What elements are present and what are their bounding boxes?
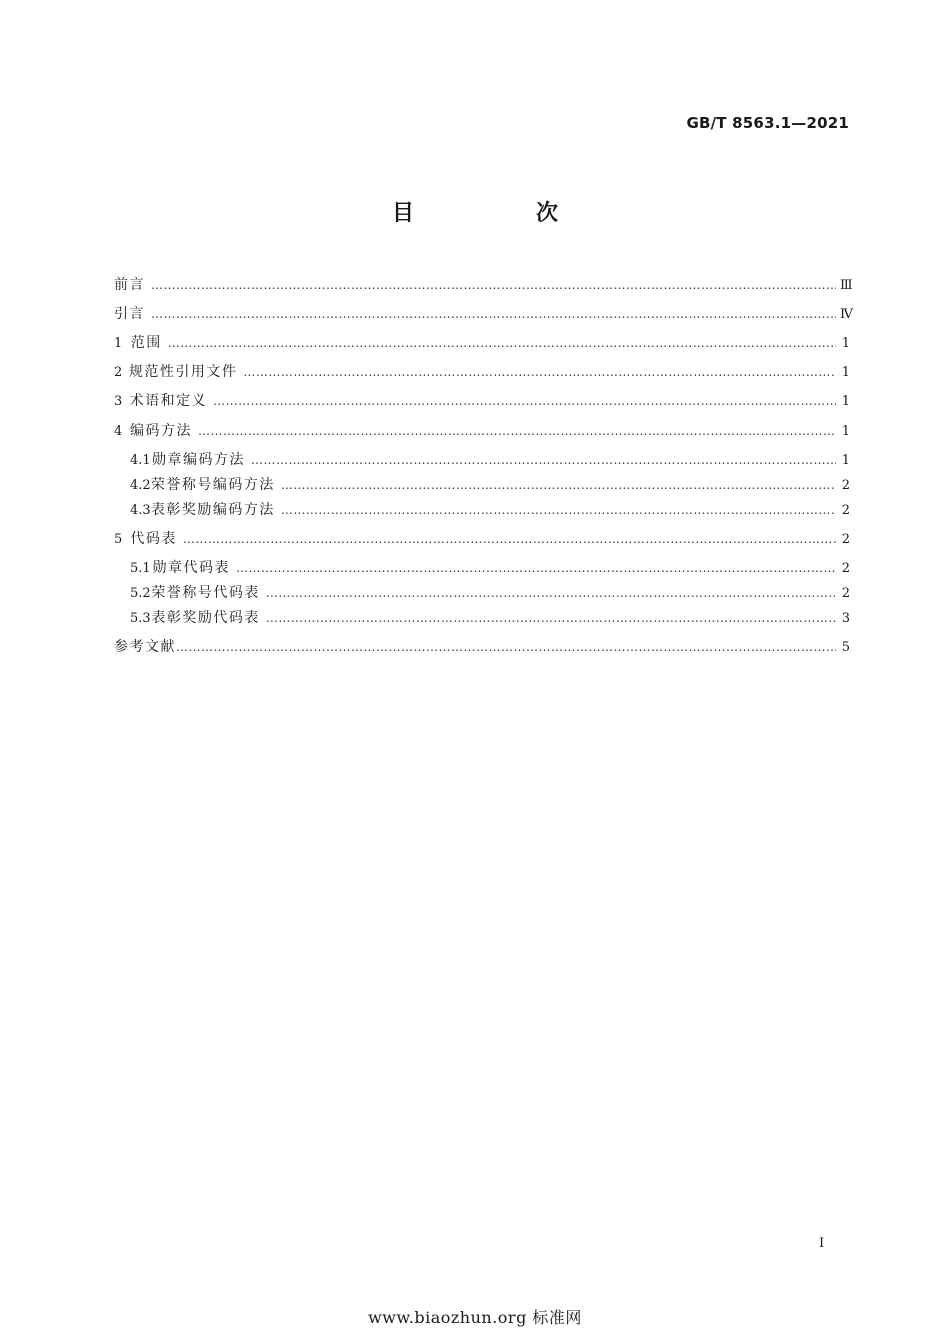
toc-leader-dots — [266, 608, 836, 628]
toc-entry-label: 引言 — [114, 306, 145, 322]
toc-entry-page: Ⅲ — [840, 278, 853, 293]
toc-entry-page: 1 — [841, 453, 850, 468]
toc-entry-label: 勋章编码方法 — [151, 452, 245, 468]
toc-entry-page: 1 — [841, 365, 850, 380]
toc-entry-label: 编码方法 — [129, 423, 192, 439]
toc-entry-page: Ⅳ — [840, 307, 853, 322]
page-number: Ⅰ — [819, 1236, 825, 1251]
toc-leader-dots — [183, 529, 836, 549]
toc-entry-page: 1 — [841, 394, 850, 409]
toc-entry-commendation-code-table[interactable] — [130, 608, 850, 629]
toc-entry-page: 3 — [841, 611, 850, 626]
toc-entry-introduction[interactable] — [114, 304, 853, 325]
toc-entry-code-tables[interactable] — [114, 529, 850, 550]
toc-leader-dots — [151, 275, 836, 295]
toc-entry-label: 表彰奖励编码方法 — [150, 502, 275, 518]
toc-leader-dots — [198, 421, 836, 441]
toc-entry-page: 2 — [841, 532, 850, 547]
toc-entry-number: 5 — [114, 532, 123, 547]
toc-entry-label: 荣誉称号编码方法 — [150, 477, 275, 493]
toc-entry-coding-method[interactable] — [114, 421, 850, 442]
toc-entry-honorary-title-code-table[interactable] — [130, 583, 850, 604]
toc-entry-page: 5 — [841, 640, 850, 655]
toc-entry-label: 范围 — [130, 335, 162, 351]
footer-watermark: www.biaozhun.org 标准网 — [368, 1308, 582, 1327]
toc-entry-number: 4.2 — [130, 478, 151, 493]
toc-entry-medal-code-table[interactable] — [130, 558, 850, 579]
toc-entry-terms-definitions[interactable] — [114, 391, 850, 412]
toc-entry-number: 3 — [114, 394, 123, 409]
toc-entry-bibliography[interactable] — [114, 637, 850, 658]
toc-leader-dots — [243, 362, 836, 382]
toc-entry-page: 1 — [841, 424, 850, 439]
toc-entry-normative-references[interactable] — [114, 362, 850, 383]
toc-entry-label: 术语和定义 — [129, 393, 208, 409]
toc-entry-page: 2 — [841, 561, 850, 576]
toc-entry-number: 2 — [114, 365, 123, 380]
standard-number: GB/T 8563.1—2021 — [686, 114, 849, 132]
toc-entry-number: 5.1 — [130, 561, 151, 576]
toc-entry-number: 4 — [114, 424, 123, 439]
toc-leader-dots — [281, 500, 836, 520]
toc-entry-label: 勋章代码表 — [152, 560, 231, 576]
toc-entry-label: 规范性引用文件 — [128, 364, 238, 380]
page-title: 目 次 — [391, 201, 608, 226]
toc-entry-label: 代码表 — [130, 531, 177, 547]
toc-entry-label: 表彰奖励代码表 — [151, 610, 260, 626]
toc-entry-number: 5.2 — [130, 586, 151, 601]
toc-leader-dots — [168, 333, 836, 353]
toc-leader-dots — [213, 391, 836, 411]
toc-entry-number: 1 — [114, 336, 123, 351]
toc-entry-page: 2 — [841, 586, 850, 601]
toc-entry-scope[interactable] — [114, 333, 850, 354]
toc-leader-dots — [176, 637, 836, 657]
toc-entry-label: 荣誉称号代码表 — [151, 585, 260, 601]
toc-leader-dots — [251, 450, 836, 470]
toc-leader-dots — [151, 304, 836, 324]
toc-entry-page: 2 — [841, 503, 850, 518]
toc-entry-label: 参考文献 — [114, 639, 176, 655]
toc-entry-number: 4.3 — [130, 503, 151, 518]
toc-leader-dots — [236, 558, 836, 578]
toc-entry-number: 5.3 — [130, 611, 151, 626]
toc-entry-label: 前言 — [114, 277, 145, 293]
toc-entry-foreword[interactable] — [114, 275, 853, 296]
toc-entry-commendation-coding[interactable] — [130, 500, 850, 521]
toc-entry-medal-coding[interactable] — [130, 450, 850, 471]
toc-entry-page: 2 — [841, 478, 850, 493]
toc-entry-number: 4.1 — [130, 453, 151, 468]
toc-leader-dots — [266, 583, 836, 603]
toc-entry-honorary-title-coding[interactable] — [130, 475, 850, 496]
toc-entry-page: 1 — [841, 336, 850, 351]
toc-leader-dots — [281, 475, 836, 495]
